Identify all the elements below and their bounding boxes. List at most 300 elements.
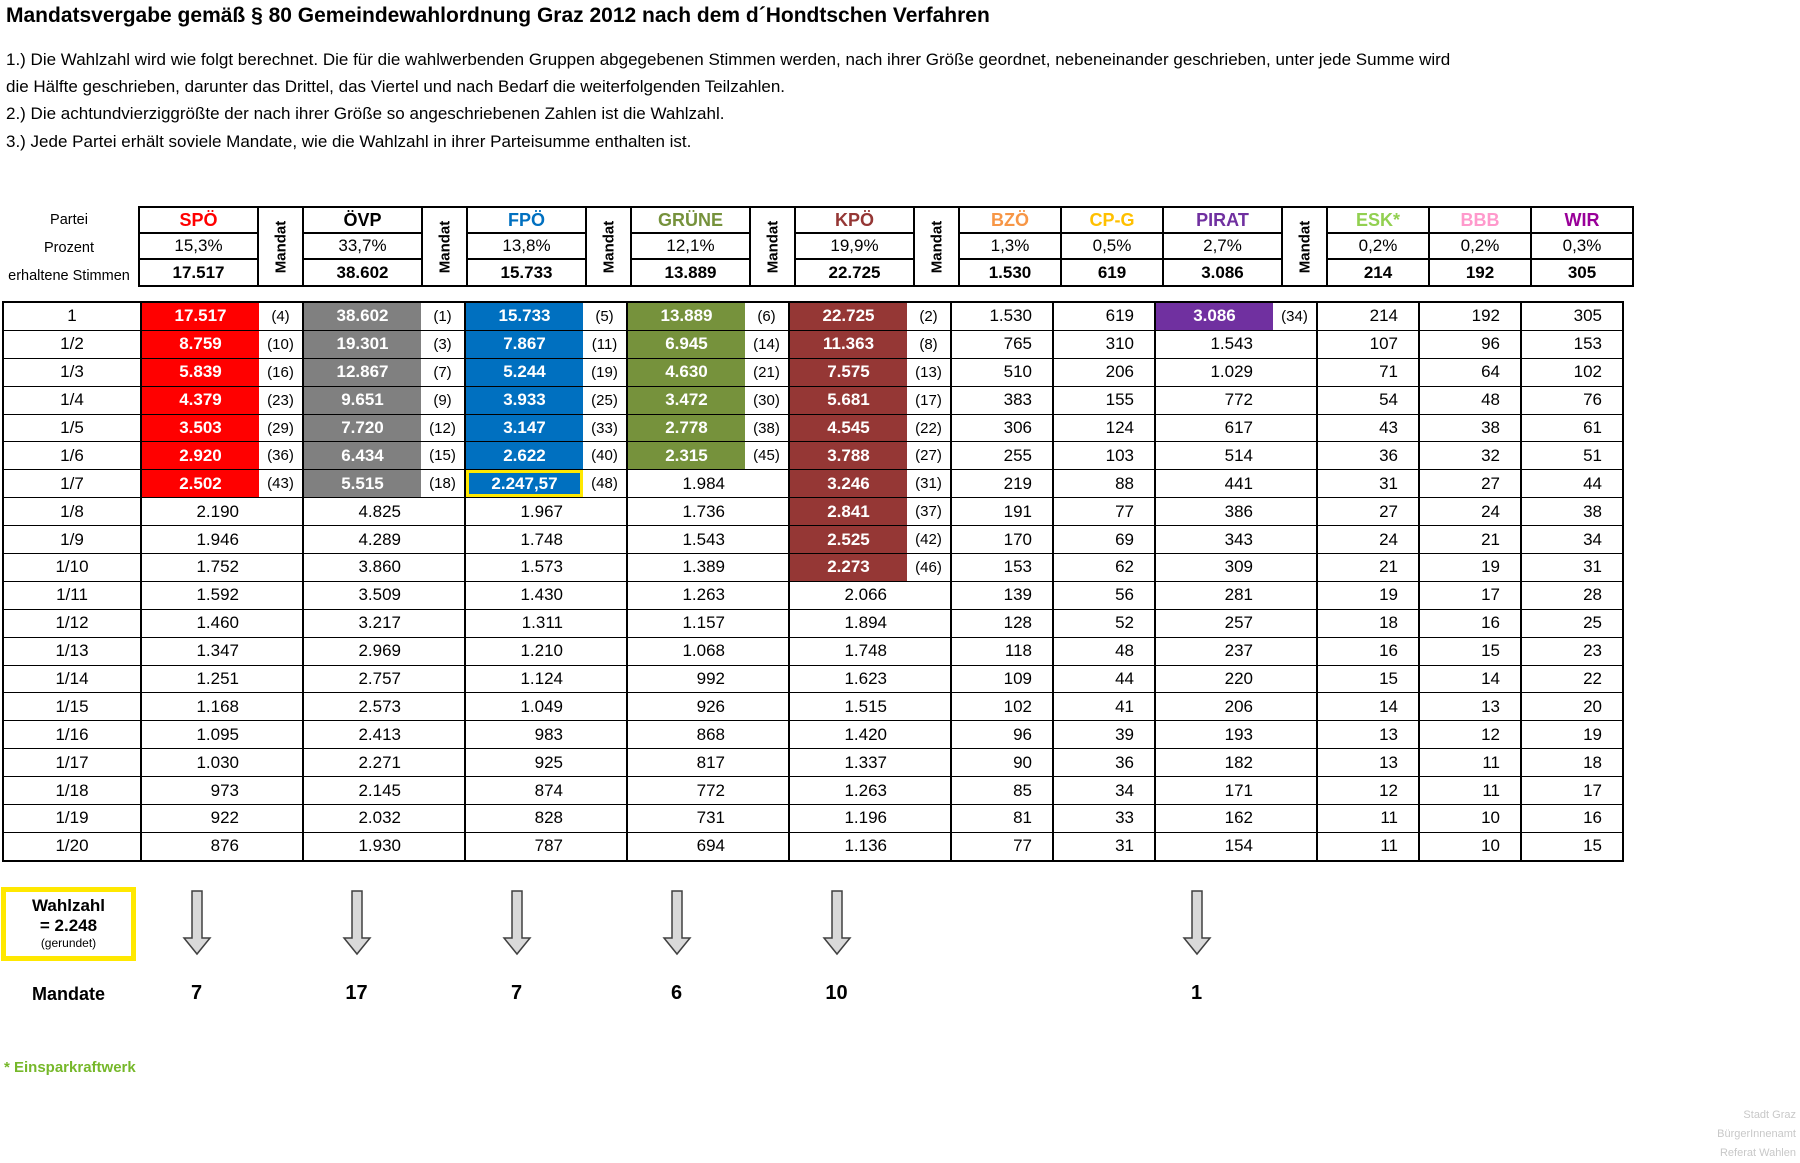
- quotient-cell: 43: [1317, 414, 1419, 442]
- quotient-cell: 281: [1155, 581, 1273, 609]
- rank-cell: [745, 554, 789, 582]
- rank-cell: [259, 498, 303, 526]
- quotient-cell: 3.503: [141, 414, 259, 442]
- rank-cell: (38): [745, 414, 789, 442]
- divisor-cell: 1/3: [3, 358, 141, 386]
- quotient-cell: 219: [951, 470, 1053, 498]
- quotient-cell: 1.347: [141, 637, 259, 665]
- quotient-cell: 1.515: [789, 693, 907, 721]
- table-row: [3, 442, 1623, 470]
- quotient-cell: 1.157: [627, 609, 745, 637]
- rank-cell: (16): [259, 358, 303, 386]
- quotient-cell: 343: [1155, 526, 1273, 554]
- party-percent: 0,2%: [1327, 233, 1429, 259]
- quotient-cell: 1.748: [789, 637, 907, 665]
- table-row: [3, 330, 1623, 358]
- divisor-cell: 1/4: [3, 386, 141, 414]
- quotient-cell: 13: [1317, 749, 1419, 777]
- mandate-count: 1: [1190, 982, 1203, 1004]
- quotient-cell: 44: [1053, 665, 1155, 693]
- quotient-cell: 926: [627, 693, 745, 721]
- rank-cell: (19): [583, 358, 627, 386]
- quotient-cell: 206: [1155, 693, 1273, 721]
- wahlzahl-box: [1, 887, 136, 961]
- rank-cell: [583, 749, 627, 777]
- divisor-cell: 1/6: [3, 442, 141, 470]
- rank-cell: [907, 805, 951, 833]
- party-votes: 3.086: [1163, 259, 1282, 286]
- quotient-cell: 192: [1419, 302, 1521, 330]
- quotient-cell: 107: [1317, 330, 1419, 358]
- rank-cell: (17): [907, 386, 951, 414]
- rank-cell: (27): [907, 442, 951, 470]
- rank-cell: (4): [259, 302, 303, 330]
- rank-cell: (13): [907, 358, 951, 386]
- quotient-cell: 12: [1317, 777, 1419, 805]
- quotient-cell: 305: [1521, 302, 1623, 330]
- party-percent: 0,3%: [1531, 233, 1633, 259]
- quotient-cell: 386: [1155, 498, 1273, 526]
- rank-cell: [907, 749, 951, 777]
- rank-cell: (10): [259, 330, 303, 358]
- footnote: * Einsparkraftwerk: [4, 1059, 136, 1076]
- quotient-cell: 772: [1155, 386, 1273, 414]
- quotient-cell: 1.263: [789, 777, 907, 805]
- divisor-cell: 1/17: [3, 749, 141, 777]
- quotient-cell: 16: [1521, 805, 1623, 833]
- rank-cell: (12): [421, 414, 465, 442]
- quotient-cell: 514: [1155, 442, 1273, 470]
- rank-cell: (3): [421, 330, 465, 358]
- party-name: PIRAT: [1163, 207, 1282, 233]
- table-row: [3, 386, 1623, 414]
- party-votes: 192: [1429, 259, 1531, 286]
- rank-cell: [745, 526, 789, 554]
- quotient-cell: 1.930: [303, 832, 421, 860]
- quotient-cell: 69: [1053, 526, 1155, 554]
- quotient-cell: 88: [1053, 470, 1155, 498]
- rank-cell: (21): [745, 358, 789, 386]
- quotient-cell: 3.217: [303, 609, 421, 637]
- rank-cell: (30): [745, 386, 789, 414]
- quotient-cell: 2.757: [303, 665, 421, 693]
- quotient-cell: 38.602: [303, 302, 421, 330]
- quotient-cell: 441: [1155, 470, 1273, 498]
- table-row: [3, 358, 1623, 386]
- quotient-cell: 5.515: [303, 470, 421, 498]
- quotient-cell: 4.545: [789, 414, 907, 442]
- party-percent: 0,2%: [1429, 233, 1531, 259]
- arrow-down-icon: [182, 890, 212, 956]
- rank-cell: [259, 777, 303, 805]
- wahlzahl-note: (gerundet): [40, 936, 97, 950]
- quotient-cell: 11: [1419, 749, 1521, 777]
- rank-cell: [583, 777, 627, 805]
- rank-cell: (5): [583, 302, 627, 330]
- quotient-cell: 13: [1419, 693, 1521, 721]
- quotient-cell: 22.725: [789, 302, 907, 330]
- rank-cell: [1273, 637, 1317, 665]
- quotient-cell: 4.289: [303, 526, 421, 554]
- quotient-cell: 38: [1521, 498, 1623, 526]
- party-name: KPÖ: [795, 207, 914, 233]
- quotient-cell: 10: [1419, 805, 1521, 833]
- rank-cell: [421, 581, 465, 609]
- mandat-header: [1282, 207, 1327, 286]
- mandat-header: [586, 207, 631, 286]
- quotient-cell: 64: [1419, 358, 1521, 386]
- mandat-header: [914, 207, 959, 286]
- quotient-cell: 3.147: [465, 414, 583, 442]
- quotient-cell: 2.066: [789, 581, 907, 609]
- quotient-cell: 96: [951, 721, 1053, 749]
- quotient-cell: 2.502: [141, 470, 259, 498]
- rank-cell: [1273, 805, 1317, 833]
- quotient-cell: 1.946: [141, 526, 259, 554]
- rank-cell: [259, 832, 303, 860]
- quotient-cell: 828: [465, 805, 583, 833]
- party-percent: 2,7%: [1163, 233, 1282, 259]
- quotient-cell: 11.363: [789, 330, 907, 358]
- quotient-cell: 1.136: [789, 832, 907, 860]
- rank-cell: [421, 777, 465, 805]
- rank-cell: (11): [583, 330, 627, 358]
- party-percent: 12,1%: [631, 233, 750, 259]
- rank-cell: (6): [745, 302, 789, 330]
- divisor-cell: 1: [3, 302, 141, 330]
- quotient-cell: 983: [465, 721, 583, 749]
- quotient-cell: 6.945: [627, 330, 745, 358]
- quotient-cell: 1.623: [789, 665, 907, 693]
- rank-cell: [421, 749, 465, 777]
- quotient-cell: 11: [1419, 777, 1521, 805]
- quotient-cell: 11: [1317, 832, 1419, 860]
- quotient-cell: 2.920: [141, 442, 259, 470]
- table-row: [3, 498, 1623, 526]
- quotient-cell: 51: [1521, 442, 1623, 470]
- quotient-cell: 2.273: [789, 554, 907, 582]
- rank-cell: [1273, 581, 1317, 609]
- quotient-cell: 7.867: [465, 330, 583, 358]
- rank-cell: [1273, 330, 1317, 358]
- wahlzahl-label: Wahlzahl: [31, 896, 106, 915]
- rank-cell: [745, 832, 789, 860]
- rank-cell: [907, 581, 951, 609]
- quotient-cell: 16: [1419, 609, 1521, 637]
- quotient-cell: 33: [1053, 805, 1155, 833]
- credit-line: BürgerInnenamt: [1717, 1128, 1796, 1140]
- rank-cell: [259, 693, 303, 721]
- quotient-cell: 61: [1521, 414, 1623, 442]
- rank-cell: [1273, 609, 1317, 637]
- party-name: GRÜNE: [631, 207, 750, 233]
- quotient-cell: 17: [1521, 777, 1623, 805]
- quotient-cell: 7.575: [789, 358, 907, 386]
- quotient-cell: 4.630: [627, 358, 745, 386]
- table-row: [3, 414, 1623, 442]
- rank-cell: [421, 665, 465, 693]
- quotient-cell: 237: [1155, 637, 1273, 665]
- arrow-down-icon: [822, 890, 852, 956]
- quotient-cell: 13: [1317, 721, 1419, 749]
- rank-cell: [745, 581, 789, 609]
- rank-cell: [907, 693, 951, 721]
- table-row: [3, 526, 1623, 554]
- divisor-cell: 1/13: [3, 637, 141, 665]
- mandat-header: [750, 207, 795, 286]
- rank-cell: [583, 554, 627, 582]
- mandate-count: 6: [670, 982, 683, 1004]
- rank-cell: (29): [259, 414, 303, 442]
- rank-cell: [1273, 358, 1317, 386]
- rank-cell: [1273, 386, 1317, 414]
- party-name: WIR: [1531, 207, 1633, 233]
- table-row: [3, 637, 1623, 665]
- quotient-cell: 1.543: [1155, 330, 1273, 358]
- quotient-cell: 1.894: [789, 609, 907, 637]
- rank-cell: (45): [745, 442, 789, 470]
- rank-cell: [745, 805, 789, 833]
- quotient-cell: 2.032: [303, 805, 421, 833]
- quotient-cell: 868: [627, 721, 745, 749]
- rank-cell: [907, 832, 951, 860]
- divisor-cell: 1/18: [3, 777, 141, 805]
- quotient-cell: 34: [1053, 777, 1155, 805]
- quotient-cell: 19: [1521, 721, 1623, 749]
- rank-cell: [421, 498, 465, 526]
- table-row: [3, 805, 1623, 833]
- quotient-cell: 1.049: [465, 693, 583, 721]
- rank-cell: [421, 637, 465, 665]
- quotient-cell: 153: [1521, 330, 1623, 358]
- quotient-cell: 56: [1053, 581, 1155, 609]
- rank-cell: (33): [583, 414, 627, 442]
- quotient-cell: 139: [951, 581, 1053, 609]
- quotient-cell: 52: [1053, 609, 1155, 637]
- rank-cell: [1273, 414, 1317, 442]
- rank-cell: (43): [259, 470, 303, 498]
- party-percent: 19,9%: [795, 233, 914, 259]
- mandat-label: Mandat: [436, 220, 453, 273]
- rank-cell: [583, 805, 627, 833]
- quotient-cell: 1.389: [627, 554, 745, 582]
- quotient-cell: 77: [951, 832, 1053, 860]
- quotient-cell: 3.933: [465, 386, 583, 414]
- table-row: [3, 302, 1623, 330]
- table-row: [3, 832, 1623, 860]
- quotient-cell: 48: [1053, 637, 1155, 665]
- quotient-cell: 155: [1053, 386, 1155, 414]
- quotient-cell: 124: [1053, 414, 1155, 442]
- rank-cell: [421, 805, 465, 833]
- mandat-label: Mandat: [764, 220, 781, 273]
- mandat-label: Mandat: [1296, 220, 1313, 273]
- quotient-cell: 2.778: [627, 414, 745, 442]
- rank-cell: [583, 721, 627, 749]
- rank-cell: [421, 554, 465, 582]
- quotient-cell: 109: [951, 665, 1053, 693]
- party-votes: 38.602: [303, 259, 422, 286]
- quotient-cell: 36: [1053, 749, 1155, 777]
- rank-cell: [421, 609, 465, 637]
- quotient-cell: 1.967: [465, 498, 583, 526]
- quotient-cell: 257: [1155, 609, 1273, 637]
- rank-cell: (18): [421, 470, 465, 498]
- quotient-cell: 619: [1053, 302, 1155, 330]
- divisor-cell: 1/10: [3, 554, 141, 582]
- quotient-cell: 1.736: [627, 498, 745, 526]
- rank-cell: (9): [421, 386, 465, 414]
- quotient-cell: 4.825: [303, 498, 421, 526]
- party-votes: 305: [1531, 259, 1633, 286]
- quotient-cell: 1.029: [1155, 358, 1273, 386]
- rank-cell: [1273, 777, 1317, 805]
- rank-cell: [1273, 470, 1317, 498]
- quotient-cell: 1.984: [627, 470, 745, 498]
- dhondt-table: [2, 301, 1624, 862]
- quotient-cell: 1.030: [141, 749, 259, 777]
- table-row: [3, 609, 1623, 637]
- rank-cell: (36): [259, 442, 303, 470]
- rank-cell: [421, 526, 465, 554]
- quotient-cell: 310: [1053, 330, 1155, 358]
- quotient-cell: 20: [1521, 693, 1623, 721]
- rank-cell: [259, 609, 303, 637]
- quotient-cell: 1.311: [465, 609, 583, 637]
- quotient-cell: 22: [1521, 665, 1623, 693]
- quotient-cell: 23: [1521, 637, 1623, 665]
- quotient-cell: 44: [1521, 470, 1623, 498]
- rank-cell: [1273, 749, 1317, 777]
- divisor-cell: 1/20: [3, 832, 141, 860]
- mandate-count: 10: [825, 982, 848, 1004]
- rank-cell: (42): [907, 526, 951, 554]
- divisor-cell: 1/15: [3, 693, 141, 721]
- quotient-cell: 206: [1053, 358, 1155, 386]
- party-votes: 214: [1327, 259, 1429, 286]
- rank-cell: [745, 609, 789, 637]
- quotient-cell: 14: [1419, 665, 1521, 693]
- quotient-cell: 96: [1419, 330, 1521, 358]
- rank-cell: [259, 721, 303, 749]
- arrow-down-icon: [1182, 890, 1212, 956]
- mandat-label: Mandat: [600, 220, 617, 273]
- mandat-header: [258, 207, 303, 286]
- quotient-cell: 6.434: [303, 442, 421, 470]
- quotient-cell: 4.379: [141, 386, 259, 414]
- quotient-cell: 38: [1419, 414, 1521, 442]
- quotient-cell: 19: [1317, 581, 1419, 609]
- quotient-cell: 162: [1155, 805, 1273, 833]
- mandat-header: [422, 207, 467, 286]
- quotient-cell: 102: [1521, 358, 1623, 386]
- quotient-cell: 19.301: [303, 330, 421, 358]
- quotient-cell: 1.460: [141, 609, 259, 637]
- table-row: [3, 665, 1623, 693]
- divisor-cell: 1/19: [3, 805, 141, 833]
- mandat-label: Mandat: [272, 220, 289, 273]
- quotient-cell: 1.573: [465, 554, 583, 582]
- rank-cell: [421, 721, 465, 749]
- quotient-cell: 765: [951, 330, 1053, 358]
- quotient-cell: 922: [141, 805, 259, 833]
- intro-line-3: 2.) Die achtundvierziggrößte der nach ihrer Größe so angeschriebenen Zahlen ist die Wahlzahl.: [6, 104, 725, 123]
- rank-cell: [259, 637, 303, 665]
- table-row: [3, 693, 1623, 721]
- party-votes: 15.733: [467, 259, 586, 286]
- quotient-cell: 193: [1155, 721, 1273, 749]
- quotient-cell: 3.788: [789, 442, 907, 470]
- rank-cell: [745, 777, 789, 805]
- divisor-cell: 1/11: [3, 581, 141, 609]
- quotient-cell: 25: [1521, 609, 1623, 637]
- rank-cell: [907, 721, 951, 749]
- quotient-cell: 48: [1419, 386, 1521, 414]
- quotient-cell: 3.509: [303, 581, 421, 609]
- rank-cell: [1273, 526, 1317, 554]
- quotient-cell: 306: [951, 414, 1053, 442]
- quotient-cell: 1.420: [789, 721, 907, 749]
- party-percent: 33,7%: [303, 233, 422, 259]
- quotient-cell: 1.530: [951, 302, 1053, 330]
- rank-cell: (8): [907, 330, 951, 358]
- rank-cell: [583, 609, 627, 637]
- quotient-cell: 171: [1155, 777, 1273, 805]
- quotient-cell: 128: [951, 609, 1053, 637]
- page-title: Mandatsvergabe gemäß § 80 Gemeindewahlordnung Graz 2012 nach dem d´Hondtschen Verfahren: [6, 4, 990, 27]
- rank-cell: (2): [907, 302, 951, 330]
- party-name: ÖVP: [303, 207, 422, 233]
- quotient-cell: 9.651: [303, 386, 421, 414]
- quotient-cell: 28: [1521, 581, 1623, 609]
- quotient-cell: 15.733: [465, 302, 583, 330]
- quotient-cell: 1.543: [627, 526, 745, 554]
- quotient-cell: 62: [1053, 554, 1155, 582]
- quotient-cell: 39: [1053, 721, 1155, 749]
- mandate-count: 17: [345, 982, 368, 1004]
- mandate-count: 7: [510, 982, 523, 1004]
- label-stimmen: erhaltene Stimmen: [8, 268, 130, 284]
- rank-cell: (14): [745, 330, 789, 358]
- quotient-cell: 1.592: [141, 581, 259, 609]
- party-votes: 17.517: [139, 259, 258, 286]
- rank-cell: [421, 832, 465, 860]
- rank-cell: (25): [583, 386, 627, 414]
- quotient-cell: 3.086: [1155, 302, 1273, 330]
- table-row: [3, 777, 1623, 805]
- credit-line: Stadt Graz: [1743, 1109, 1796, 1121]
- quotient-cell: 1.263: [627, 581, 745, 609]
- quotient-cell: 31: [1053, 832, 1155, 860]
- quotient-cell: 5.839: [141, 358, 259, 386]
- quotient-cell: 15: [1521, 832, 1623, 860]
- quotient-cell: 787: [465, 832, 583, 860]
- party-name: CP-G: [1061, 207, 1163, 233]
- party-name: SPÖ: [139, 207, 258, 233]
- quotient-cell: 14: [1317, 693, 1419, 721]
- rank-cell: (15): [421, 442, 465, 470]
- party-votes: 13.889: [631, 259, 750, 286]
- credit-line: Referat Wahlen: [1719, 1147, 1796, 1159]
- rank-cell: (46): [907, 554, 951, 582]
- quotient-cell: 510: [951, 358, 1053, 386]
- table-row: [3, 749, 1623, 777]
- quotient-cell: 1.210: [465, 637, 583, 665]
- quotient-cell: 694: [627, 832, 745, 860]
- quotient-cell: 2.841: [789, 498, 907, 526]
- party-percent: 13,8%: [467, 233, 586, 259]
- rank-cell: [583, 665, 627, 693]
